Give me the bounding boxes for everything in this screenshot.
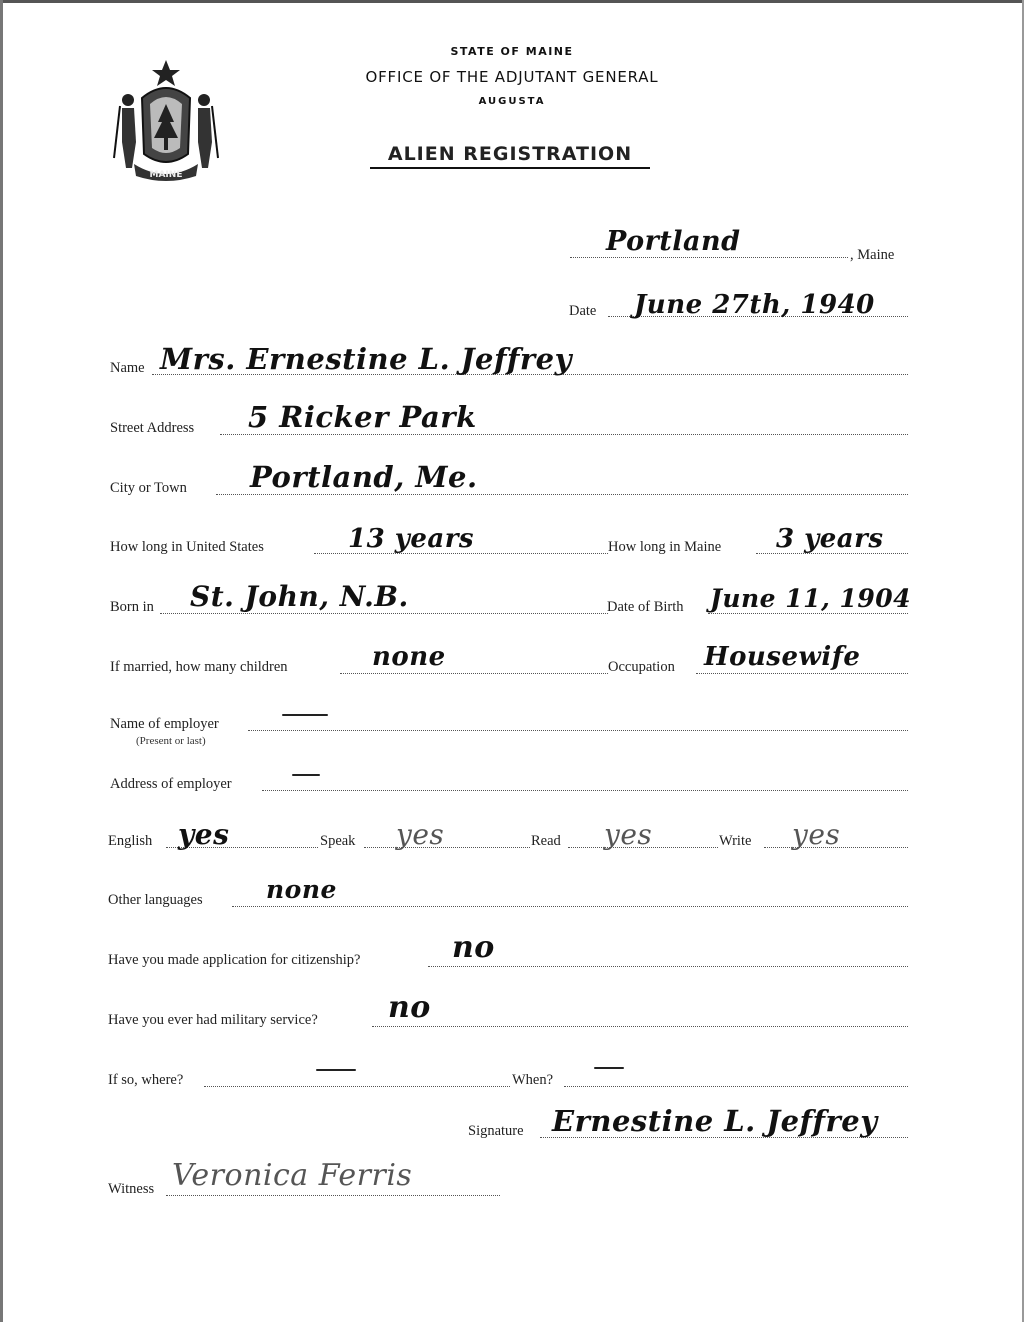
children-value: none (372, 642, 446, 672)
employer-name-label: Name of employer (110, 716, 219, 732)
where-dash (316, 1069, 356, 1071)
form-title: ALIEN REGISTRATION (370, 143, 650, 169)
write-value: yes (792, 818, 841, 851)
city-line (216, 494, 908, 495)
speak-label: Speak (320, 833, 356, 849)
dob-value: June 11, 1904 (710, 584, 912, 613)
name-value: Mrs. Ernestine L. Jeffrey (160, 342, 572, 376)
when-line (564, 1086, 908, 1087)
where-label: If so, where? (108, 1072, 184, 1088)
employer-name-sublabel: (Present or last) (136, 735, 206, 747)
read-value: yes (604, 818, 653, 851)
born-in-value: St. John, N.B. (190, 580, 409, 613)
street-value: 5 Ricker Park (248, 400, 477, 434)
signature-label: Signature (468, 1123, 524, 1139)
employer-address-label: Address of employer (110, 776, 232, 792)
location-line (570, 257, 848, 258)
military-label: Have you ever had military service? (108, 1012, 318, 1028)
street-label: Street Address (110, 420, 195, 436)
read-label: Read (531, 833, 561, 849)
signature-value: Ernestine L. Jeffrey (552, 1104, 878, 1138)
occupation-value: Housewife (704, 642, 861, 672)
occupation-line (696, 673, 908, 674)
street-line (220, 434, 908, 435)
us-duration-label: How long in United States (110, 539, 264, 555)
english-label: English (108, 833, 153, 849)
maine-duration-label: How long in Maine (608, 539, 722, 555)
citizenship-value: no (452, 930, 495, 965)
born-in-line (160, 613, 608, 614)
military-line (372, 1026, 908, 1027)
english-value: yes (178, 818, 230, 851)
name-label: Name (110, 360, 145, 376)
children-line (340, 673, 608, 674)
employer-address-line (262, 790, 908, 791)
military-value: no (388, 990, 431, 1025)
citizenship-line (428, 966, 908, 967)
seal-banner-text: MAINE (149, 170, 183, 180)
speak-line (364, 847, 530, 848)
header-office: OFFICE OF THE ADJUTANT GENERAL (365, 68, 659, 86)
other-languages-label: Other languages (108, 892, 203, 908)
city-value: Portland, Me. (250, 460, 478, 494)
location-value: Portland (606, 226, 741, 257)
other-languages-value: none (266, 875, 337, 904)
header-state: STATE OF MAINE (450, 45, 574, 58)
employer-name-dash (282, 714, 328, 716)
where-line (204, 1086, 510, 1087)
speak-value: yes (396, 818, 445, 851)
scan-border-left (0, 0, 3, 1322)
dob-label: Date of Birth (607, 599, 684, 615)
when-label: When? (512, 1072, 554, 1088)
date-value: June 27th, 1940 (634, 290, 875, 320)
write-label: Write (719, 833, 752, 849)
citizenship-label: Have you made application for citizenship? (108, 952, 361, 968)
witness-label: Witness (108, 1181, 155, 1197)
scan-border-top (0, 0, 1024, 3)
employer-name-line (248, 730, 908, 731)
maine-duration-value: 3 years (776, 524, 884, 554)
other-languages-line (232, 906, 908, 907)
city-label: City or Town (110, 480, 187, 496)
witness-value: Veronica Ferris (172, 1158, 413, 1193)
occupation-label: Occupation (608, 659, 675, 675)
dob-line (708, 613, 908, 614)
born-in-label: Born in (110, 599, 154, 615)
employer-address-dash (292, 774, 320, 776)
witness-line (166, 1195, 500, 1196)
date-label: Date (569, 303, 597, 319)
header-city: AUGUSTA (478, 96, 546, 107)
location-suffix: , Maine (850, 247, 895, 263)
children-label: If married, how many children (110, 659, 288, 675)
when-dash (594, 1067, 624, 1069)
us-duration-value: 13 years (348, 524, 475, 554)
